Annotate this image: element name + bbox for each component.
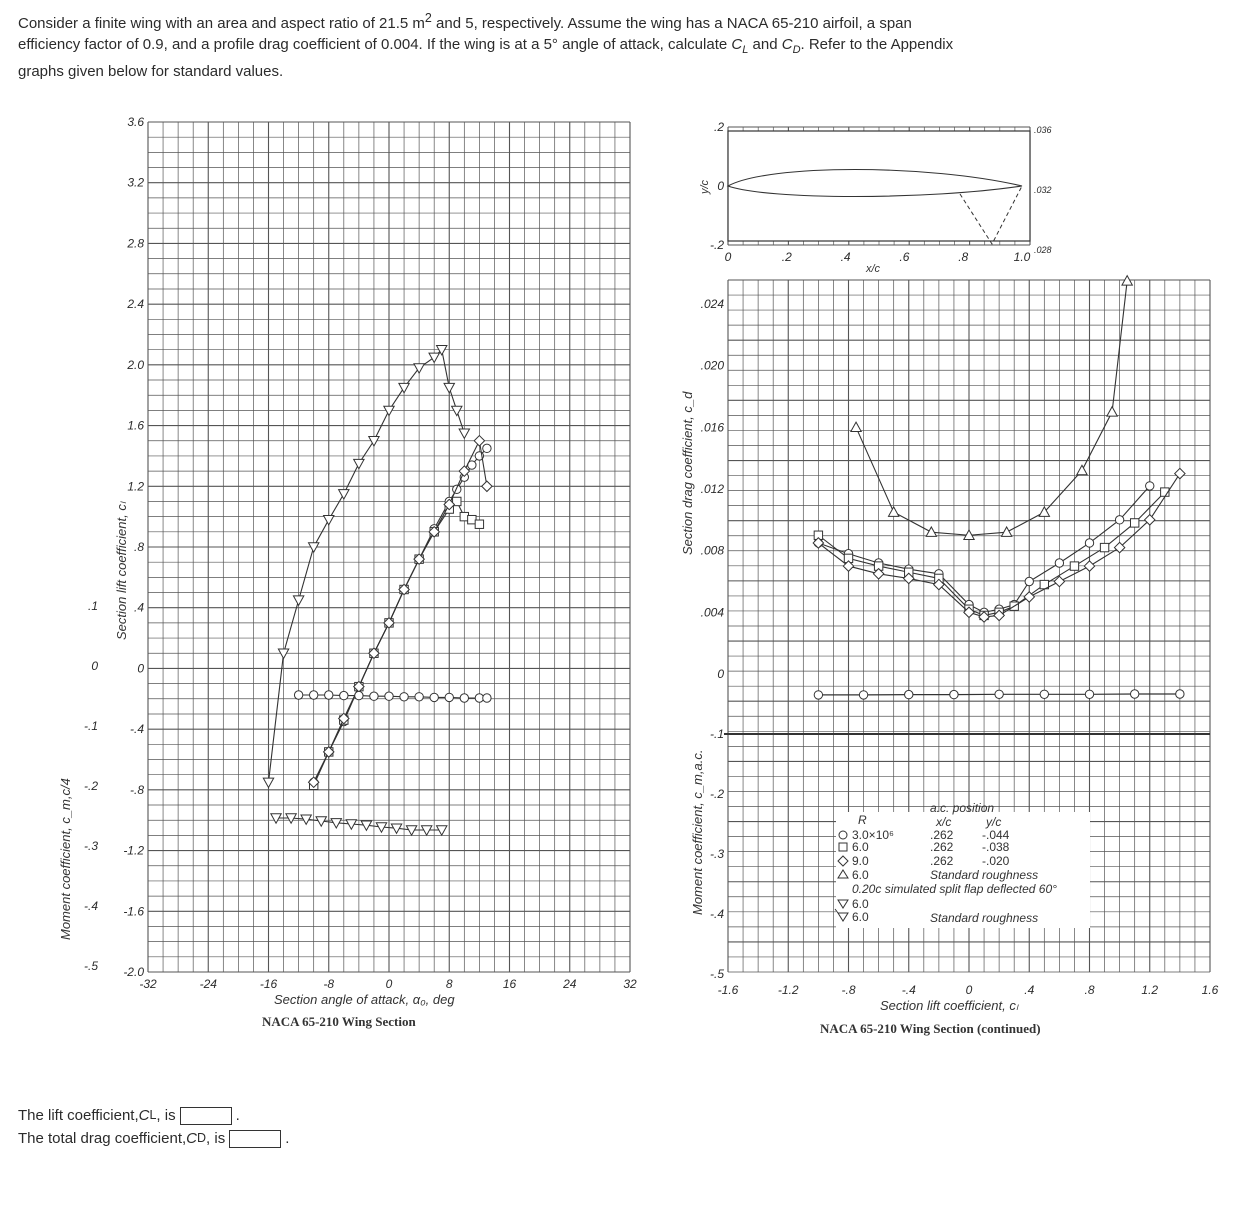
drag-moment-series-4-point-5 bbox=[1040, 690, 1048, 698]
lift-y2-tick: -.4 bbox=[83, 899, 98, 913]
legend-row-6-r: 6.0 bbox=[852, 910, 869, 924]
drag-series-0-point-11 bbox=[1085, 539, 1093, 547]
drag-answer-label: The total drag coefficient, bbox=[18, 1130, 187, 1147]
lift-answer-row bbox=[18, 1104, 289, 1127]
lift-series-3-point-6 bbox=[354, 459, 364, 468]
drag-x-tick: 0 bbox=[965, 983, 973, 997]
drag-y2-tick: -.4 bbox=[709, 907, 724, 921]
drag-y-tick: .004 bbox=[700, 605, 724, 620]
drag-caption: NACA 65-210 Wing Section (continued) bbox=[820, 1021, 1041, 1036]
lift-moment-series-4-point-2 bbox=[325, 691, 333, 699]
lift-y-tick: -.4 bbox=[129, 722, 144, 737]
drag-moment-series-4-point-6 bbox=[1085, 690, 1093, 698]
drag-y-tick: .012 bbox=[700, 482, 724, 496]
drag-xlabel: Section lift coefficient, cₗ bbox=[880, 998, 1018, 1013]
drag-y2-tick: -.1 bbox=[709, 727, 724, 741]
drag-moment-series-4-point-7 bbox=[1130, 690, 1138, 698]
drag-y-tick: .024 bbox=[700, 297, 724, 311]
lift-xlabel: Section angle of attack, α₀, deg bbox=[274, 992, 455, 1007]
drag-period: . bbox=[285, 1130, 290, 1147]
legend-row-3-r: 9.0 bbox=[852, 854, 869, 868]
drag-y-tick: .020 bbox=[700, 358, 724, 373]
lift-series-3-point-10 bbox=[414, 364, 424, 373]
lift-series-3-point-15 bbox=[459, 429, 469, 438]
airfoil-y-tick: .2 bbox=[713, 120, 724, 134]
lift-y2-tick: -.3 bbox=[83, 839, 98, 853]
lift-y-tick: 0 bbox=[137, 661, 144, 676]
drag-series-3-point-7 bbox=[1107, 407, 1117, 416]
legend-row-4 bbox=[838, 868, 1038, 882]
lift-moment-series-4-point-5 bbox=[370, 692, 378, 700]
legend-row-2-yc: -.038 bbox=[982, 840, 1010, 854]
lift-y-tick: 3.6 bbox=[127, 115, 144, 129]
drag-y-tick: 0 bbox=[717, 667, 724, 681]
drag-y2-tick: -.3 bbox=[709, 847, 724, 861]
drag-x-tick: -.4 bbox=[901, 983, 916, 997]
drag-series-3-point-0 bbox=[851, 422, 861, 431]
drag-series-1-point-12 bbox=[1130, 519, 1138, 527]
lift-series-3-line bbox=[269, 350, 465, 783]
airfoil-x-tick: .4 bbox=[840, 250, 851, 264]
lift-series-3-point-0 bbox=[263, 778, 273, 787]
lift-series-3-point-4 bbox=[324, 515, 334, 524]
flap-tick: .028 bbox=[1034, 245, 1052, 255]
lift-y-tick: -2.0 bbox=[123, 965, 144, 979]
lift-y-tick: -.8 bbox=[129, 782, 144, 797]
drag-y2label: Moment coefficient, c_m,a.c. bbox=[690, 749, 705, 915]
lift-moment-series-4-point-1 bbox=[309, 691, 317, 699]
lift-answer-label-2: , is bbox=[156, 1107, 176, 1124]
drag-series-0-point-9 bbox=[1025, 577, 1033, 585]
lift-moment-series-4-point-4 bbox=[355, 691, 363, 699]
drag-series-3-point-4 bbox=[1001, 527, 1011, 536]
drag-moment-series-4-point-3 bbox=[950, 690, 958, 698]
drag-x-tick: 1.2 bbox=[1141, 983, 1159, 997]
legend-row-2-xc: .262 bbox=[930, 840, 954, 854]
lift-y-tick: 1.2 bbox=[127, 479, 144, 494]
airfoil-ylabel: y/c bbox=[699, 179, 711, 194]
legend-row-4-r: 6.0 bbox=[852, 868, 869, 882]
drag-x-tick: .4 bbox=[1024, 983, 1035, 997]
drag-legend bbox=[835, 801, 1090, 928]
lift-y-tick: 2.4 bbox=[127, 297, 144, 312]
drag-series-2-point-13 bbox=[1175, 468, 1185, 478]
lift-series-1-point-13 bbox=[475, 520, 483, 528]
airfoil-x-tick: .6 bbox=[899, 250, 910, 264]
legend-row-4-note: Standard roughness bbox=[930, 868, 1039, 882]
lift-answer-label: The lift coefficient, bbox=[18, 1107, 139, 1124]
lift-x-tick: 8 bbox=[445, 977, 453, 991]
legend-row-3-xc: .262 bbox=[930, 854, 954, 868]
airfoil-y-tick: -.2 bbox=[709, 238, 724, 252]
lift-y2-tick: 0 bbox=[91, 659, 98, 673]
lift-y-tick: -1.6 bbox=[123, 904, 144, 919]
lift-series-1-line bbox=[314, 501, 480, 785]
drag-x-tick: -.8 bbox=[841, 983, 856, 997]
legend-row-6-note: Standard roughness bbox=[930, 911, 1039, 925]
drag-y-tick: .008 bbox=[700, 543, 724, 558]
lift-coefficient-input[interactable] bbox=[180, 1107, 232, 1125]
drag-series-1-line bbox=[818, 492, 1164, 615]
drag-series-3-point-6 bbox=[1077, 465, 1087, 474]
drag-series-3-point-2 bbox=[926, 527, 936, 536]
lift-series-2-point-12 bbox=[482, 481, 492, 491]
lift-caption: NACA 65-210 Wing Section bbox=[262, 1014, 416, 1029]
drag-sub: D bbox=[197, 1131, 207, 1145]
lift-y-tick: 3.2 bbox=[127, 175, 144, 190]
drag-x-tick: -1.6 bbox=[717, 983, 739, 997]
legend-flap-note: 0.20c simulated split flap deflected 60° bbox=[852, 882, 1057, 896]
lift-x-tick: -16 bbox=[259, 977, 278, 991]
flap-tick: .032 bbox=[1034, 185, 1052, 195]
lift-chart-grid bbox=[148, 122, 630, 972]
airfoil-x-tick: .8 bbox=[958, 250, 969, 264]
lift-series-3-point-9 bbox=[399, 383, 409, 392]
question-text: Consider a finite wing with an area and aspect ratio of 21.5 $m^2$ and 5, respectively. Assume the wing has a NACA 65-210 airfoil, a span efficiency factor of 0.9, and a profile drag coefficient of 0.004. If the wing is at a 5° angle of attack, calculate $C_L$ and $C_D$. Refer to the Appendix graphs given below for standard values. bbox=[18, 11, 954, 80]
lift-chart-ticks bbox=[84, 115, 637, 991]
lift-moment-series-4-point-7 bbox=[400, 693, 408, 701]
lift-ylabel: Section lift coefficient, cₗ bbox=[114, 502, 129, 640]
lift-moment-series-4-point-8 bbox=[415, 693, 423, 701]
lift-period: . bbox=[235, 1107, 240, 1124]
lift-x-tick: 16 bbox=[502, 977, 517, 991]
legend-r-header: R bbox=[858, 813, 867, 827]
lift-series-0-point-10 bbox=[453, 485, 461, 493]
drag-series-0-point-10 bbox=[1055, 559, 1063, 567]
drag-x-tick: 1.6 bbox=[1201, 983, 1219, 997]
answer-section bbox=[18, 1104, 289, 1150]
legend-row-1-r: 3.0×10⁶ bbox=[852, 828, 894, 842]
drag-symbol: C bbox=[186, 1130, 198, 1147]
legend-yc-header: y/c bbox=[986, 815, 1002, 829]
drag-coefficient-input[interactable] bbox=[229, 1130, 281, 1148]
lift-series-3-point-1 bbox=[278, 649, 288, 658]
drag-answer-row bbox=[18, 1127, 289, 1150]
legend-row-5-r: 6.0 bbox=[852, 897, 869, 911]
drag-y2-tick: -.2 bbox=[709, 787, 724, 801]
airfoil-x-tick: 0 bbox=[724, 250, 732, 264]
lift-y-tick: 2.8 bbox=[127, 236, 144, 251]
drag-moment-series-4-point-0 bbox=[814, 691, 822, 699]
lift-series-2-point-11 bbox=[474, 436, 484, 446]
lift-y2-tick: -.1 bbox=[83, 719, 98, 733]
lift-y-tick: 1.6 bbox=[127, 418, 144, 433]
drag-y2-tick: -.5 bbox=[709, 967, 724, 981]
lift-sub: L bbox=[149, 1108, 157, 1122]
lift-moment-series-4-point-0 bbox=[294, 691, 302, 699]
lift-series-3-point-13 bbox=[444, 383, 454, 392]
lift-series-3-point-7 bbox=[369, 437, 379, 446]
lift-moment-series-4-point-10 bbox=[445, 693, 453, 701]
drag-series-1-point-11 bbox=[1100, 543, 1108, 551]
lift-series-3-point-8 bbox=[384, 406, 394, 415]
airfoil-xlabel: x/c bbox=[866, 263, 881, 275]
legend-row-6 bbox=[835, 909, 1038, 925]
legend-row-3-yc: -.020 bbox=[982, 854, 1010, 868]
legend-row-1-xc: .262 bbox=[930, 828, 954, 842]
drag-ylabel: Section drag coefficient, c_d bbox=[680, 391, 695, 555]
lift-series-3-point-14 bbox=[452, 406, 462, 415]
lift-series-0-point-14 bbox=[483, 444, 491, 452]
drag-series-2-point-10 bbox=[1084, 561, 1094, 571]
drag-series-0-point-12 bbox=[1115, 516, 1123, 524]
lift-x-tick: -32 bbox=[139, 977, 157, 991]
airfoil-y-tick: 0 bbox=[717, 179, 724, 193]
lift-y2label: Moment coefficient, c_m,c/4 bbox=[58, 778, 73, 940]
drag-series-1-point-10 bbox=[1070, 562, 1078, 570]
lift-x-tick: 24 bbox=[563, 977, 577, 991]
lift-moment-series-4-point-3 bbox=[340, 691, 348, 699]
lift-y2-tick: -.2 bbox=[83, 779, 98, 793]
drag-x-tick: -1.2 bbox=[777, 983, 799, 997]
drag-series-3-point-1 bbox=[888, 507, 898, 516]
drag-moment-series-4-point-8 bbox=[1176, 690, 1184, 698]
lift-y2-tick: -.5 bbox=[83, 959, 98, 973]
flap-tick: .036 bbox=[1034, 125, 1052, 135]
lift-x-tick: 32 bbox=[623, 977, 637, 991]
airfoil-x-tick: .2 bbox=[781, 250, 792, 264]
drag-y-tick: .016 bbox=[700, 420, 724, 435]
lift-x-tick: -8 bbox=[323, 977, 335, 991]
airfoil-frame bbox=[728, 131, 1030, 241]
lift-x-tick: -24 bbox=[199, 977, 217, 991]
drag-x-tick: .8 bbox=[1084, 983, 1095, 997]
lift-y-tick: .4 bbox=[133, 600, 144, 615]
lift-y-tick: -1.2 bbox=[123, 843, 144, 858]
lift-moment-series-4-point-6 bbox=[385, 692, 393, 700]
lift-y2-tick: .1 bbox=[87, 599, 98, 613]
airfoil-inset bbox=[710, 120, 1052, 264]
legend-xc-header: x/c bbox=[936, 815, 952, 829]
drag-moment-series-4-point-4 bbox=[995, 690, 1003, 698]
lift-y-tick: .8 bbox=[133, 540, 144, 554]
lift-series-3-point-5 bbox=[339, 490, 349, 499]
lift-moment-series-4-point-13 bbox=[483, 694, 491, 702]
drag-answer-label-2: , is bbox=[206, 1130, 226, 1147]
legend-ac-header: a.c. position bbox=[930, 801, 995, 815]
airfoil-x-tick: 1.0 bbox=[1013, 250, 1031, 264]
lift-y-tick: 2.0 bbox=[127, 357, 144, 372]
legend-row-2-r: 6.0 bbox=[852, 840, 869, 854]
legend-row-1-yc: -.044 bbox=[982, 828, 1010, 842]
lift-x-tick: 0 bbox=[385, 977, 393, 991]
drag-moment-series-4-point-1 bbox=[859, 691, 867, 699]
drag-moment-series-4-point-2 bbox=[905, 690, 913, 698]
lift-series-3-point-2 bbox=[293, 596, 303, 605]
drag-series-3-line bbox=[856, 281, 1127, 535]
lift-series-3-point-11 bbox=[429, 353, 439, 362]
lift-chart-series bbox=[263, 345, 492, 835]
lift-symbol: C bbox=[138, 1107, 150, 1124]
drag-series-0-point-13 bbox=[1146, 482, 1154, 490]
lift-moment-series-4-point-9 bbox=[430, 693, 438, 701]
lift-moment-series-4-point-11 bbox=[460, 694, 468, 702]
